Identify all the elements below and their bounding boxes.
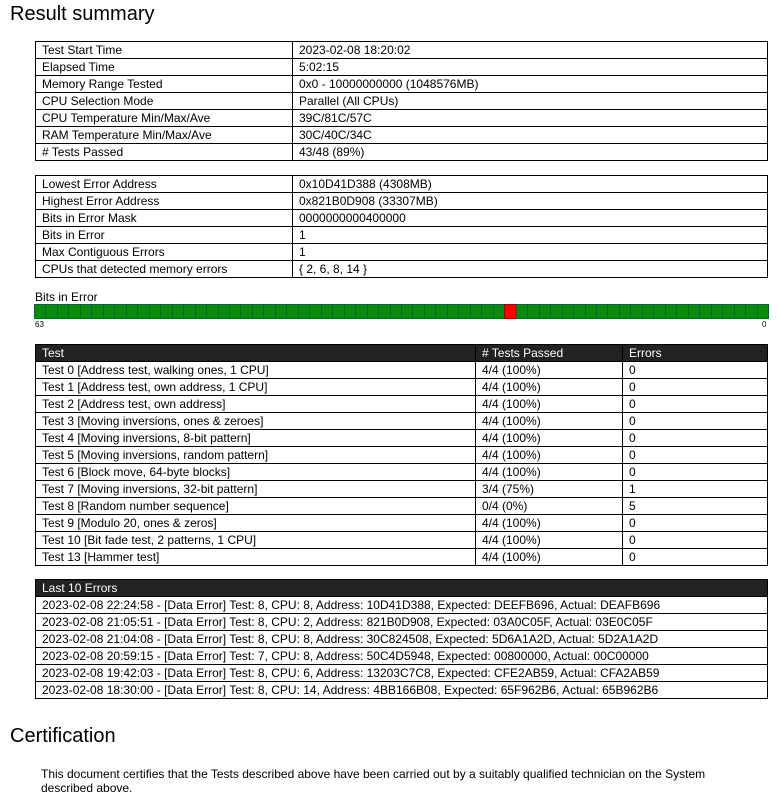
row-label: Test Start Time <box>36 42 293 59</box>
test-passed: 4/4 (100%) <box>476 447 623 464</box>
summary-row <box>36 93 768 110</box>
summary-row <box>36 127 768 144</box>
error-summary-row <box>36 176 768 193</box>
test-errors: 0 <box>623 413 768 430</box>
bit-low-label: 0 <box>762 320 767 329</box>
error-log-entry: 2023-02-08 21:05:51 - [Data Error] Test: 8, CPU: 2, Address: 821B0D908, Expected: 03A0C05F, Actual: 03E0C05F <box>36 614 768 631</box>
error-log-entry: 2023-02-08 21:04:08 - [Data Error] Test: 8, CPU: 8, Address: 30C824508, Expected: 5D6A1A2D, Actual: 5D2A1A2D <box>36 631 768 648</box>
error-log-row <box>36 614 768 631</box>
test-passed: 4/4 (100%) <box>476 379 623 396</box>
row-value: Parallel (All CPUs) <box>293 93 768 110</box>
test-errors: 0 <box>623 430 768 447</box>
error-log-row <box>36 682 768 699</box>
test-name: Test 9 [Modulo 20, ones & zeros] <box>36 515 476 532</box>
test-passed: 4/4 (100%) <box>476 549 623 566</box>
test-row <box>36 532 768 549</box>
error-log-row <box>36 665 768 682</box>
row-value: { 2, 6, 8, 14 } <box>293 261 768 278</box>
row-label: Bits in Error Mask <box>36 210 293 227</box>
col-passed: # Tests Passed <box>476 345 623 362</box>
test-name: Test 8 [Random number sequence] <box>36 498 476 515</box>
test-row <box>36 447 768 464</box>
row-label: # Tests Passed <box>36 144 293 161</box>
row-label: Bits in Error <box>36 227 293 244</box>
test-name: Test 5 [Moving inversions, random pattern] <box>36 447 476 464</box>
error-log-entry: 2023-02-08 19:42:03 - [Data Error] Test: 8, CPU: 6, Address: 13203C7C8, Expected: CFE2AB59, Actual: CFA2AB59 <box>36 665 768 682</box>
row-value: 30C/40C/34C <box>293 127 768 144</box>
test-passed: 4/4 (100%) <box>476 362 623 379</box>
test-name: Test 1 [Address test, own address, 1 CPU] <box>36 379 476 396</box>
test-row <box>36 549 768 566</box>
col-errors: Errors <box>623 345 768 362</box>
row-label: CPU Temperature Min/Max/Ave <box>36 110 293 127</box>
last-errors-header: Last 10 Errors <box>36 580 768 597</box>
test-passed: 0/4 (0%) <box>476 498 623 515</box>
test-row <box>36 515 768 532</box>
test-errors: 0 <box>623 549 768 566</box>
last-errors-header-row <box>36 580 768 597</box>
test-name: Test 10 [Bit fade test, 2 patterns, 1 CPU] <box>36 532 476 549</box>
error-log-row <box>36 597 768 614</box>
bit-high-label: 63 <box>35 320 44 329</box>
test-errors: 0 <box>623 396 768 413</box>
test-row <box>36 481 768 498</box>
test-errors: 0 <box>623 379 768 396</box>
test-row <box>36 413 768 430</box>
certification-heading: Certification <box>10 725 116 747</box>
row-value: 39C/81C/57C <box>293 110 768 127</box>
row-value: 0x10D41D388 (4308MB) <box>293 176 768 193</box>
test-passed: 4/4 (100%) <box>476 413 623 430</box>
error-log-entry: 2023-02-08 22:24:58 - [Data Error] Test: 8, CPU: 8, Address: 10D41D388, Expected: DEEFB696, Actual: DEAFB696 <box>36 597 768 614</box>
tests-header-row <box>36 345 768 362</box>
error-summary-table <box>35 175 768 278</box>
bit-cell <box>757 304 769 319</box>
test-row <box>36 396 768 413</box>
last-errors-table <box>35 579 768 699</box>
test-passed: 4/4 (100%) <box>476 464 623 481</box>
row-value: 5:02:15 <box>293 59 768 76</box>
test-name: Test 13 [Hammer test] <box>36 549 476 566</box>
row-label: Elapsed Time <box>36 59 293 76</box>
test-errors: 5 <box>623 498 768 515</box>
error-log-entry: 2023-02-08 20:59:15 - [Data Error] Test: 7, CPU: 8, Address: 50C4D5948, Expected: 00800000, Actual: 00C00000 <box>36 648 768 665</box>
error-summary-row <box>36 244 768 261</box>
summary-row <box>36 144 768 161</box>
error-log-row <box>36 631 768 648</box>
error-summary-row <box>36 261 768 278</box>
summary-row <box>36 76 768 93</box>
summary-row <box>36 59 768 76</box>
row-value: 0x0 - 10000000000 (1048576MB) <box>293 76 768 93</box>
row-label: CPUs that detected memory errors <box>36 261 293 278</box>
row-value: 2023-02-08 18:20:02 <box>293 42 768 59</box>
row-value: 1 <box>293 244 768 261</box>
row-label: Highest Error Address <box>36 193 293 210</box>
test-passed: 3/4 (75%) <box>476 481 623 498</box>
test-errors: 0 <box>623 447 768 464</box>
tests-table <box>35 344 768 566</box>
row-value: 0x821B0D908 (33307MB) <box>293 193 768 210</box>
row-value: 43/48 (89%) <box>293 144 768 161</box>
summary-row <box>36 42 768 59</box>
error-summary-row <box>36 227 768 244</box>
row-label: RAM Temperature Min/Max/Ave <box>36 127 293 144</box>
test-row <box>36 430 768 447</box>
test-name: Test 7 [Moving inversions, 32-bit pattern] <box>36 481 476 498</box>
row-label: Lowest Error Address <box>36 176 293 193</box>
certification-text: This document certifies that the Tests described above have been carried out by a suitably qualified technician on the System described above. <box>41 767 706 795</box>
row-value: 0000000000400000 <box>293 210 768 227</box>
test-name: Test 2 [Address test, own address] <box>36 396 476 413</box>
row-label: Max Contiguous Errors <box>36 244 293 261</box>
test-passed: 4/4 (100%) <box>476 430 623 447</box>
error-summary-row <box>36 210 768 227</box>
test-passed: 4/4 (100%) <box>476 515 623 532</box>
test-row <box>36 362 768 379</box>
test-row <box>36 498 768 515</box>
summary-table <box>35 41 768 161</box>
summary-row <box>36 110 768 127</box>
test-name: Test 3 [Moving inversions, ones & zeroes] <box>36 413 476 430</box>
test-errors: 0 <box>623 532 768 549</box>
test-row <box>36 464 768 481</box>
error-log-row <box>36 648 768 665</box>
test-errors: 0 <box>623 362 768 379</box>
test-name: Test 4 [Moving inversions, 8-bit pattern] <box>36 430 476 447</box>
error-log-entry: 2023-02-08 18:30:00 - [Data Error] Test: 8, CPU: 14, Address: 4BB166B08, Expected: 65F962B6, Actual: 65B962B6 <box>36 682 768 699</box>
test-passed: 4/4 (100%) <box>476 532 623 549</box>
test-name: Test 0 [Address test, walking ones, 1 CPU] <box>36 362 476 379</box>
col-test: Test <box>36 345 476 362</box>
bits-in-error-bar <box>34 304 768 319</box>
result-summary-heading: Result summary <box>10 3 155 25</box>
bits-in-error-label: Bits in Error <box>35 290 98 304</box>
row-label: Memory Range Tested <box>36 76 293 93</box>
error-summary-row <box>36 193 768 210</box>
test-errors: 0 <box>623 515 768 532</box>
test-name: Test 6 [Block move, 64-byte blocks] <box>36 464 476 481</box>
test-row <box>36 379 768 396</box>
row-value: 1 <box>293 227 768 244</box>
test-errors: 0 <box>623 464 768 481</box>
test-errors: 1 <box>623 481 768 498</box>
test-passed: 4/4 (100%) <box>476 396 623 413</box>
row-label: CPU Selection Mode <box>36 93 293 110</box>
